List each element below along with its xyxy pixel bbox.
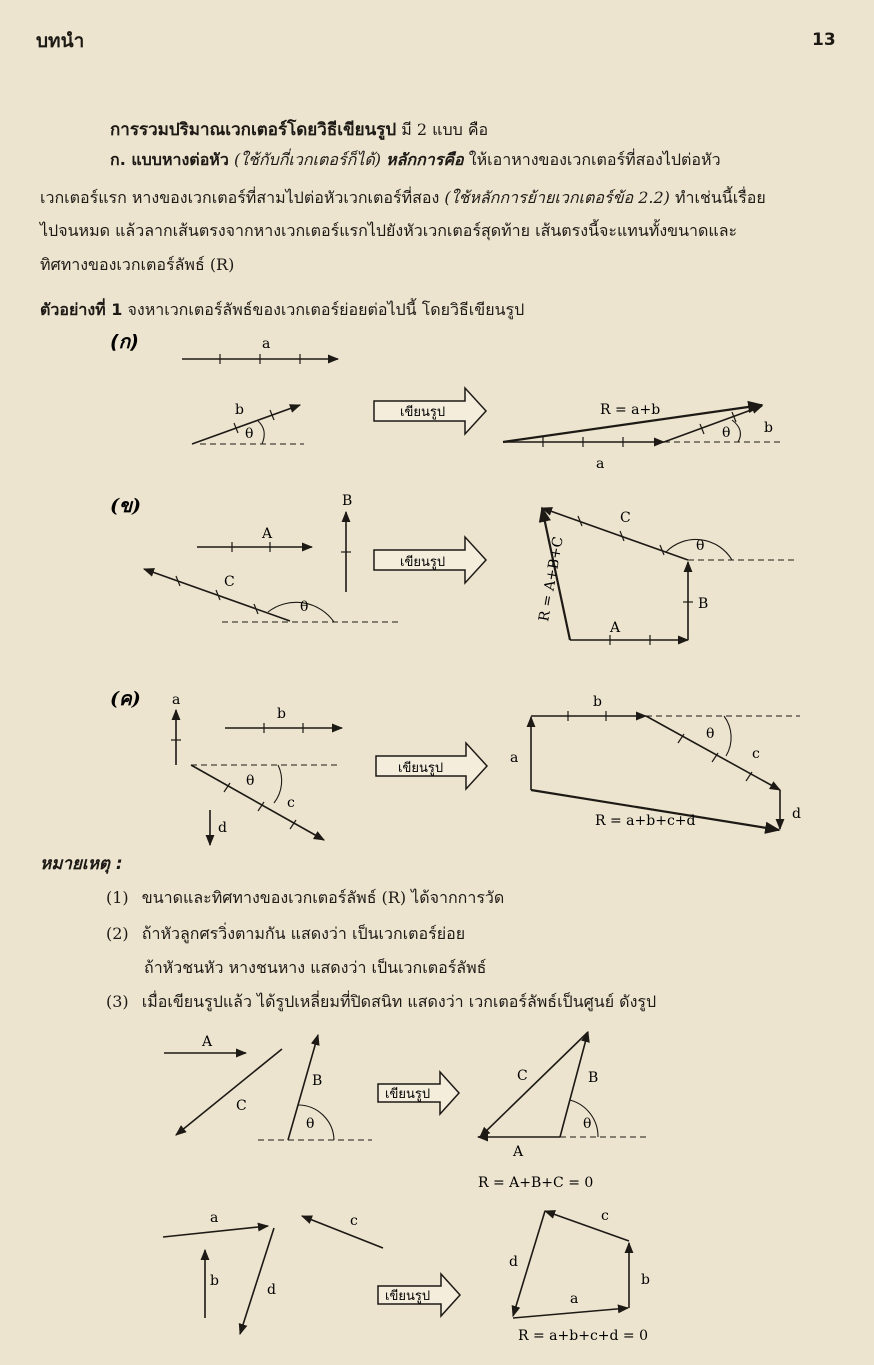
notes-title: หมายเหตุ : [40, 854, 123, 874]
note-item-2 [106, 920, 465, 948]
zero1-res-C: C [517, 1068, 528, 1084]
result-b-label: R = A+B+C [536, 535, 567, 623]
part-a-result [503, 402, 780, 472]
draw-arrow-5-label: เขียนรูป [385, 1289, 431, 1304]
zero1-theta: θ [306, 1116, 315, 1132]
label-c-d: d [218, 820, 227, 836]
intro-text-2a: เวกเตอร์แรก หางของเวกเตอร์ที่สามไปต่อหัวเวกเตอร์ที่สอง [40, 188, 440, 207]
zero1-res-B: B [588, 1070, 599, 1086]
draw-arrow-1-label: เขียนรูป [400, 405, 446, 420]
label-b-theta: θ [300, 599, 309, 615]
result-a-a: a [596, 456, 605, 472]
result-c-b: b [593, 694, 602, 710]
intro-line-4: ไปจนหมด แล้วลากเส้นตรงจากหางเวกเตอร์แรกไปยังหัวเวกเตอร์สุดท้าย เส้นตรงนี้จะแทนทั้งขนาดและ [40, 221, 738, 240]
note-text-2b: ถ้าหัวชนหัว หางชนหาง แสดงว่า เป็นเวกเตอร์ลัพธ์ [144, 958, 487, 977]
intro-text-2-italic: (ใช้หลักการย้ายเวกเตอร์ข้อ 2.2) [444, 188, 670, 207]
label-C: C [224, 574, 235, 590]
zero2-c: c [350, 1213, 358, 1229]
label-B: B [342, 493, 353, 509]
note-text-1: ขนาดและทิศทางของเวกเตอร์ลัพธ์ (R) ได้จากการวัด [141, 888, 505, 907]
note-text-3: เมื่อเขียนรูปแล้ว ได้รูปเหลี่ยมที่ปิดสนิท แสดงว่า เวกเตอร์ลัพธ์เป็นศูนย์ ดังรูป [141, 992, 657, 1011]
example-text: จงหาเวกเตอร์ลัพธ์ของเวกเตอร์ย่อยต่อไปนี้ โดยวิธีเขียนรูป [127, 300, 525, 319]
note-num-1: (1) [106, 888, 129, 907]
part-a-label: (ก) [110, 331, 139, 353]
zero1-result-label: R = A+B+C = 0 [478, 1175, 594, 1191]
zero-example-2-result [509, 1208, 650, 1344]
result-c-d: d [792, 806, 801, 822]
note-num-2: (2) [106, 924, 129, 943]
intro-text-2b: ทำเช่นนี้เรื่อย [674, 188, 766, 207]
zero2-result-label: R = a+b+c+d = 0 [518, 1328, 649, 1344]
label-c-b: b [277, 706, 286, 722]
result-c-theta: θ [706, 726, 715, 742]
result-b-B: B [698, 596, 709, 612]
zero1-C: C [236, 1098, 247, 1114]
result-b-theta: θ [696, 538, 705, 554]
page-number: 13 [812, 30, 836, 50]
draw-arrow-3 [376, 743, 487, 789]
part-c-label: (ค) [110, 688, 141, 710]
result-c-a: a [510, 750, 519, 766]
draw-arrow-4-label: เขียนรูป [385, 1087, 431, 1102]
result-c-c: c [752, 746, 760, 762]
draw-arrow-2-label: เขียนรูป [400, 555, 446, 570]
draw-arrow-1 [374, 388, 486, 434]
chapter-title: บทนำ [36, 30, 85, 52]
method-paren: (ใช้กับกี่เวกเตอร์ก็ได้) [233, 150, 381, 169]
note-num-3: (3) [106, 992, 129, 1011]
zero2-res-d: d [509, 1254, 518, 1270]
result-c-label: R = a+b+c+d [595, 813, 696, 829]
result-a-label: R = a+b [600, 402, 661, 418]
zero-example-2-given [163, 1210, 383, 1334]
draw-arrow-4 [378, 1072, 459, 1114]
note-item-1 [106, 884, 504, 912]
label-c-c: c [287, 795, 295, 811]
label-c-a: a [172, 692, 181, 708]
result-b-C: C [620, 510, 631, 526]
part-c-given [171, 692, 342, 845]
intro-text-1: ให้เอาหางของเวกเตอร์ที่สองไปต่อหัว [468, 150, 721, 169]
method-label: ก. แบบหางต่อหัว [110, 150, 229, 169]
label-A: A [262, 526, 273, 542]
zero2-res-a: a [570, 1291, 579, 1307]
part-a-given [182, 336, 338, 444]
zero1-A: A [202, 1034, 213, 1050]
draw-arrow-3-label: เขียนรูป [398, 761, 444, 776]
label-a: a [262, 336, 271, 352]
label-theta: θ [245, 426, 254, 442]
draw-arrow-2 [374, 537, 486, 583]
zero-example-1-given [164, 1034, 372, 1140]
zero2-b: b [210, 1273, 219, 1289]
part-b-given [144, 493, 402, 622]
zero1-res-A: A [513, 1144, 524, 1160]
note-item-2b [144, 954, 486, 982]
section-title: การรวมปริมาณเวกเตอร์โดยวิธีเขียนรูป [110, 120, 397, 140]
part-b-result [536, 508, 798, 645]
result-a-theta: θ [722, 425, 731, 441]
zero2-res-c: c [601, 1208, 609, 1224]
result-b-A: A [610, 620, 621, 636]
zero-example-1-result [478, 1032, 646, 1191]
draw-arrow-5 [378, 1274, 460, 1316]
part-c-result [510, 694, 801, 830]
part-b-label: (ข) [110, 495, 141, 517]
section-title-suffix: มี 2 แบบ คือ [401, 120, 489, 139]
result-a-b: b [764, 420, 773, 436]
example-label: ตัวอย่างที่ 1 [40, 300, 123, 319]
principle-label: หลักการคือ [386, 150, 464, 169]
label-b: b [235, 402, 244, 418]
note-text-2: ถ้าหัวลูกศรวิ่งตามกัน แสดงว่า เป็นเวกเตอร์ย่อย [141, 924, 466, 943]
zero2-res-b: b [641, 1272, 650, 1288]
zero1-B: B [312, 1073, 323, 1089]
zero1-res-theta: θ [583, 1116, 592, 1132]
note-item-3 [106, 988, 656, 1016]
label-c-theta: θ [246, 773, 255, 789]
zero2-d: d [267, 1282, 276, 1298]
zero2-a: a [210, 1210, 219, 1226]
intro-line-5: ทิศทางของเวกเตอร์ลัพธ์ (R) [40, 255, 235, 274]
